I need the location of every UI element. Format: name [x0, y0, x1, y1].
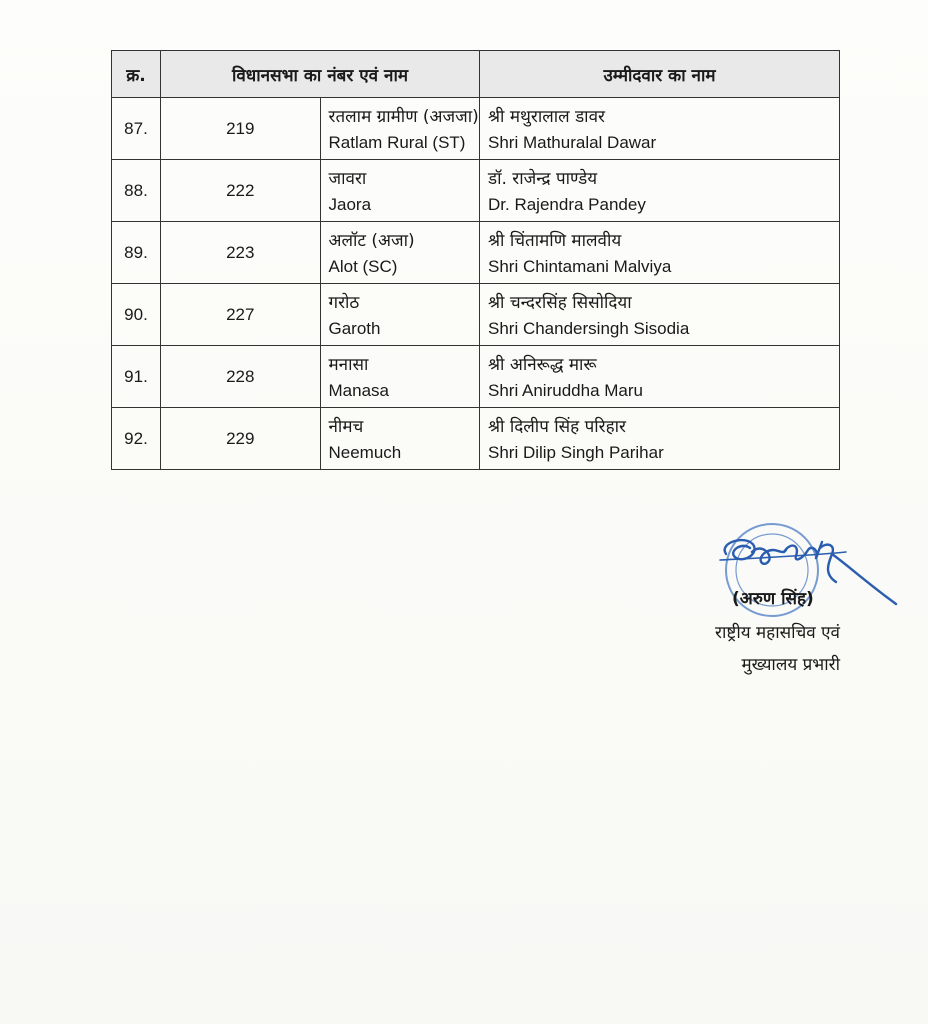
constituency-number: 219	[161, 98, 321, 160]
constituency-name	[320, 408, 480, 470]
constituency-number: 223	[161, 222, 321, 284]
table-row	[112, 98, 840, 160]
candidate-name	[480, 222, 840, 284]
signatory-name: (अरुण सिंह)	[732, 589, 814, 609]
table-row	[112, 284, 840, 346]
table-row	[112, 408, 840, 470]
candidate-name-hindi: श्री चन्दरसिंह सिसोदिया	[488, 292, 632, 313]
constituency-name-hindi: रतलाम ग्रामीण (अजजा)	[328, 106, 479, 127]
candidate-name	[480, 98, 840, 160]
constituency-name	[320, 98, 480, 160]
constituency-name-hindi: जावरा	[328, 168, 367, 189]
constituency-name-english: Jaora	[328, 194, 372, 214]
constituency-name-english: Manasa	[328, 380, 389, 400]
table-header	[112, 51, 840, 98]
constituency-name	[320, 160, 480, 222]
constituency-name-english: Neemuch	[328, 442, 402, 462]
constituency-name-english: Ratlam Rural (ST)	[328, 132, 466, 152]
header-candidate: उम्मीदवार का नाम	[480, 51, 840, 98]
candidate-name	[480, 284, 840, 346]
candidate-name-hindi: श्री अनिरूद्ध मारू	[488, 354, 597, 375]
constituency-name-hindi: अलॉट (अजा)	[328, 230, 415, 251]
serial-number: 91.	[112, 346, 161, 408]
candidate-name-english: Dr. Rajendra Pandey	[488, 194, 646, 214]
constituency-number: 229	[161, 408, 321, 470]
signature-stroke	[725, 540, 755, 559]
constituency-number: 228	[161, 346, 321, 408]
serial-number: 87.	[112, 98, 161, 160]
constituency-name-english: Alot (SC)	[328, 256, 398, 276]
table-row	[112, 346, 840, 408]
candidate-name-english: Shri Aniruddha Maru	[488, 380, 643, 400]
serial-number: 89.	[112, 222, 161, 284]
candidate-name-english: Shri Chandersingh Sisodia	[488, 318, 690, 338]
candidate-name-hindi: श्री मथुरालाल डावर	[488, 106, 605, 127]
table-row	[112, 222, 840, 284]
candidate-list-table	[111, 50, 840, 470]
signature-tail	[832, 554, 896, 604]
header-serial: क्र.	[112, 51, 161, 98]
constituency-name	[320, 222, 480, 284]
candidate-name-english: Shri Chintamani Malviya	[488, 256, 672, 276]
candidate-name-english: Shri Mathuralal Dawar	[488, 132, 657, 152]
candidate-name	[480, 408, 840, 470]
candidate-name-hindi: डॉ. राजेन्द्र पाण्डेय	[488, 168, 598, 189]
serial-number: 88.	[112, 160, 161, 222]
constituency-name-hindi: नीमच	[328, 416, 364, 437]
candidate-name-hindi: श्री चिंतामणि मालवीय	[488, 230, 622, 251]
table-body	[112, 98, 840, 470]
serial-number: 92.	[112, 408, 161, 470]
signature-block	[600, 512, 920, 692]
candidate-name-hindi: श्री दिलीप सिंह परिहार	[488, 416, 626, 437]
serial-number: 90.	[112, 284, 161, 346]
signatory-designation-line1: राष्ट्रीय महासचिव एवं	[715, 623, 840, 643]
constituency-name-hindi: मनासा	[328, 354, 369, 375]
candidate-name	[480, 346, 840, 408]
constituency-name	[320, 284, 480, 346]
constituency-number: 222	[161, 160, 321, 222]
signature-stroke	[816, 542, 836, 582]
constituency-name-hindi: गरोठ	[328, 292, 360, 313]
constituency-name-english: Garoth	[328, 318, 381, 338]
candidate-name	[480, 160, 840, 222]
candidate-name-english: Shri Dilip Singh Parihar	[488, 442, 664, 462]
table-row	[112, 160, 840, 222]
signatory-designation-line2: मुख्यालय प्रभारी	[741, 655, 840, 675]
constituency-number: 227	[161, 284, 321, 346]
constituency-name	[320, 346, 480, 408]
header-constituency: विधानसभा का नंबर एवं नाम	[161, 51, 480, 98]
